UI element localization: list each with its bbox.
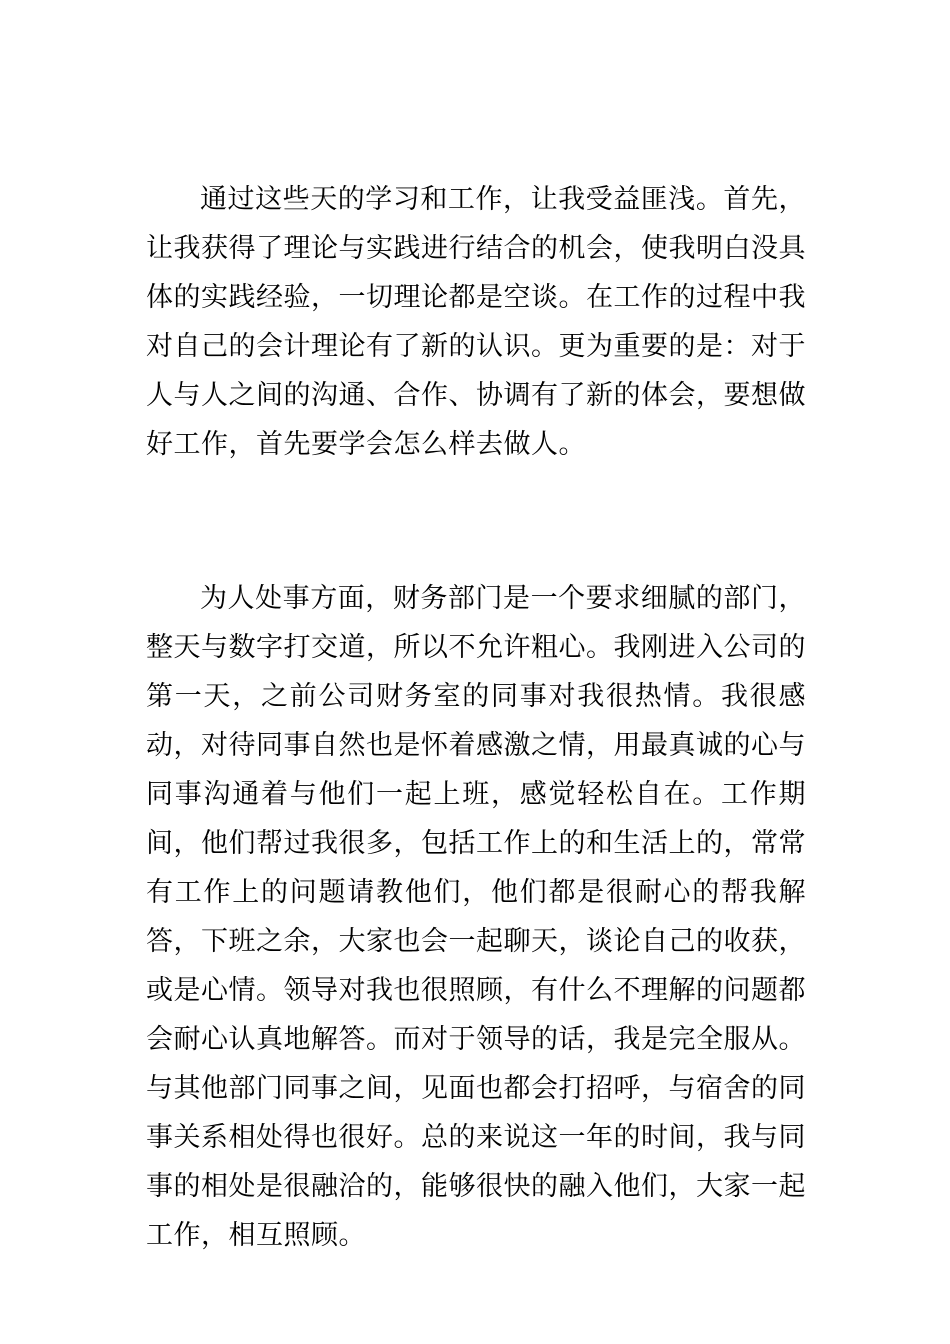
body-paragraph-1: 通过这些天的学习和工作，让我受益匪浅。首先，让我获得了理论与实践进行结合的机会，使我明白没具体的实践经验，一切理论都是空谈。在工作的过程中我对自己的会计理论有了新的认识。更为重要的是：对于人与人之间的沟通、合作、协调有了新的体会，要想做好工作，首先要学会怎么样去做人。 (146, 184, 806, 460)
body-paragraph-2: 为人处事方面，财务部门是一个要求细腻的部门，整天与数字打交道，所以不允许粗心。我刚进入公司的第一天，之前公司财务室的同事对我很热情。我很感动，对待同事自然也是怀着感激之情，用最真诚的心与同事沟通着与他们一起上班，感觉轻松自在。工作期间，他们帮过我很多，包括工作上的和生活上的，常常有工作上的问题请教他们，他们都是很耐心的帮我解答，下班之余，大家也会一起聊天，谈论自己的收获，或是心情。领导对我也很照顾，有什么不理解的问题都会耐心认真地解答。而对于领导的话，我是完全服从。与其他部门同事之间，见面也都会打招呼，与宿舍的同事关系相处得也很好。总的来说这一年的时间，我与同事的相处是很融洽的，能够很快的融入他们，大家一起工作，相互照顾。 (146, 583, 806, 1251)
